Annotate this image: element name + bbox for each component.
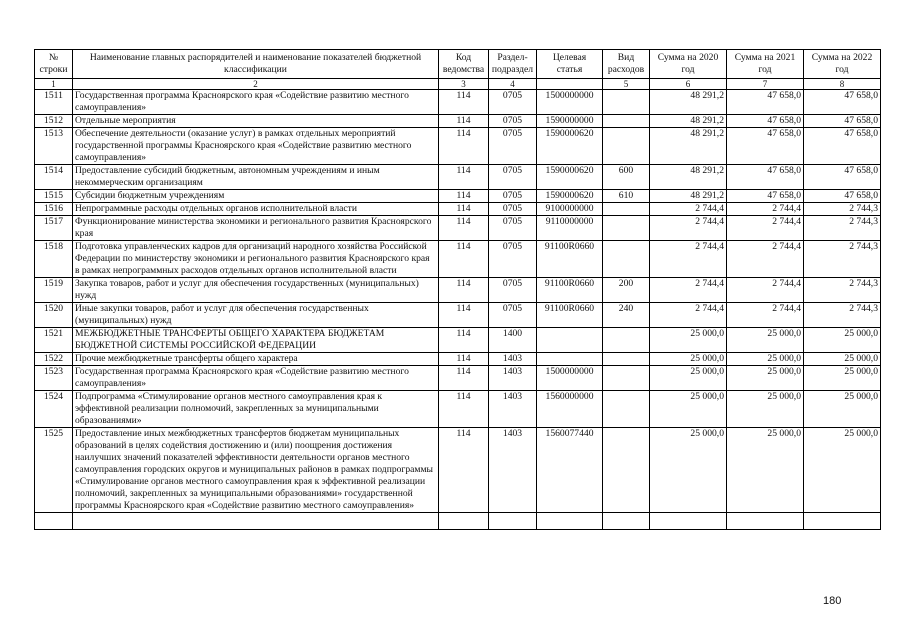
empty-cell [537, 513, 603, 530]
row-sum-2020: 2 744,4 [650, 303, 727, 328]
row-sum-2021: 25 000,0 [727, 391, 804, 428]
row-number: 1513 [35, 128, 73, 165]
row-number: 1521 [35, 328, 73, 353]
header-dept-code: Код ведомства [439, 50, 489, 79]
row-section: 0705 [489, 128, 537, 165]
row-sum-2020: 48 291,2 [650, 190, 727, 203]
row-target [537, 328, 603, 353]
row-sum-2021: 2 744,4 [727, 241, 804, 278]
table-row [35, 115, 881, 128]
row-name: МЕЖБЮДЖЕТНЫЕ ТРАНСФЕРТЫ ОБЩЕГО ХАРАКТЕРА БЮДЖЕТАМ БЮДЖЕТНОЙ СИСТЕМЫ РОССИЙСКОЙ ФЕДЕРАЦИИ [73, 328, 439, 353]
row-dept-code: 114 [439, 428, 489, 513]
row-sum-2020: 2 744,4 [650, 203, 727, 216]
table-row [35, 428, 881, 513]
row-dept-code: 114 [439, 353, 489, 366]
row-target: 91100R0660 [537, 278, 603, 303]
table-row [35, 366, 881, 391]
row-expense-type [603, 353, 650, 366]
row-sum-2022: 47 658,0 [804, 165, 881, 190]
row-number: 1524 [35, 391, 73, 428]
row-number: 1520 [35, 303, 73, 328]
header-sum-2022: Сумма на 2022 год [804, 50, 881, 79]
table-row [35, 128, 881, 165]
table-row [35, 203, 881, 216]
header-section: Раздел-подраздел [489, 50, 537, 79]
row-dept-code: 114 [439, 115, 489, 128]
header-expense-type: Вид расходов [603, 50, 650, 79]
header-sum-2021: Сумма на 2021 год [727, 50, 804, 79]
row-target: 91100R0660 [537, 303, 603, 328]
row-sum-2020: 25 000,0 [650, 428, 727, 513]
row-sum-2021: 25 000,0 [727, 366, 804, 391]
table-row [35, 216, 881, 241]
row-sum-2021: 25 000,0 [727, 428, 804, 513]
row-section: 0705 [489, 203, 537, 216]
empty-cell [603, 513, 650, 530]
row-sum-2020: 25 000,0 [650, 328, 727, 353]
row-sum-2022: 47 658,0 [804, 90, 881, 115]
row-name: Непрограммные расходы отдельных органов исполнительной власти [73, 203, 439, 216]
row-sum-2021: 47 658,0 [727, 190, 804, 203]
row-sum-2021: 2 744,4 [727, 303, 804, 328]
row-target: 91100R0660 [537, 241, 603, 278]
column-number: 3 [439, 79, 489, 90]
row-expense-type [603, 203, 650, 216]
row-expense-type: 240 [603, 303, 650, 328]
row-section: 1403 [489, 391, 537, 428]
header-sum-2020: Сумма на 2020 год [650, 50, 727, 79]
row-name: Предоставление иных межбюджетных трансфертов бюджетам муниципальных образований в целях содействия достижению и (или) поощрения достижения наилучших значений показателей эффективности деятельности органов местного самоуправления городских округов и муниципальных районов в рамках подпрограммы «Стимулирование органов местного самоуправления края к эффективной реализации полномочий, закрепленных за муниципальными образованиями» государственной программы Красноярского края «Содействие развитию местного самоуправления» [73, 428, 439, 513]
row-target: 9110000000 [537, 216, 603, 241]
row-dept-code: 114 [439, 90, 489, 115]
row-section: 0705 [489, 165, 537, 190]
row-name: Отдельные мероприятия [73, 115, 439, 128]
row-sum-2020: 25 000,0 [650, 366, 727, 391]
row-target: 1590000620 [537, 128, 603, 165]
row-sum-2022: 47 658,0 [804, 190, 881, 203]
table-row [35, 353, 881, 366]
column-number: 8 [804, 79, 881, 90]
row-sum-2020: 25 000,0 [650, 353, 727, 366]
row-section: 0705 [489, 115, 537, 128]
row-target: 9100000000 [537, 203, 603, 216]
budget-table-sheet [34, 49, 880, 530]
row-section: 1403 [489, 428, 537, 513]
row-expense-type [603, 115, 650, 128]
row-sum-2022: 2 744,3 [804, 303, 881, 328]
row-target: 1560000000 [537, 391, 603, 428]
row-name: Иные закупки товаров, работ и услуг для обеспечения государственных (муниципальных) нужд [73, 303, 439, 328]
empty-cell [35, 513, 73, 530]
row-expense-type [603, 391, 650, 428]
row-sum-2022: 25 000,0 [804, 428, 881, 513]
row-expense-type: 610 [603, 190, 650, 203]
row-name: Подпрограмма «Стимулирование органов местного самоуправления края к эффективной реализации полномочий, закрепленных за муниципальными образованиями» [73, 391, 439, 428]
row-dept-code: 114 [439, 391, 489, 428]
row-name: Обеспечение деятельности (оказание услуг) в рамках отдельных мероприятий государственной программы Красноярского края «Содействие развитию местного самоуправления» [73, 128, 439, 165]
row-number: 1511 [35, 90, 73, 115]
row-target: 1500000000 [537, 366, 603, 391]
row-section: 0705 [489, 241, 537, 278]
row-sum-2020: 2 744,4 [650, 241, 727, 278]
row-expense-type [603, 428, 650, 513]
row-target: 1560077440 [537, 428, 603, 513]
row-sum-2022: 47 658,0 [804, 128, 881, 165]
table-row [35, 190, 881, 203]
row-number: 1525 [35, 428, 73, 513]
row-expense-type [603, 328, 650, 353]
row-name: Функционирование министерства экономики и регионального развития Красноярского края [73, 216, 439, 241]
column-number-row [35, 79, 881, 90]
table-header-row [35, 50, 881, 79]
row-number: 1516 [35, 203, 73, 216]
row-sum-2022: 25 000,0 [804, 366, 881, 391]
row-section: 0705 [489, 303, 537, 328]
empty-cell [73, 513, 439, 530]
row-dept-code: 114 [439, 328, 489, 353]
column-number: 1 [35, 79, 73, 90]
empty-cell [804, 513, 881, 530]
row-number: 1517 [35, 216, 73, 241]
empty-cell [650, 513, 727, 530]
row-dept-code: 114 [439, 216, 489, 241]
row-sum-2021: 25 000,0 [727, 353, 804, 366]
row-sum-2021: 25 000,0 [727, 328, 804, 353]
row-sum-2020: 48 291,2 [650, 165, 727, 190]
row-number: 1514 [35, 165, 73, 190]
row-sum-2020: 48 291,2 [650, 90, 727, 115]
table-row [35, 241, 881, 278]
row-expense-type: 200 [603, 278, 650, 303]
table-row [35, 90, 881, 115]
table-row [35, 303, 881, 328]
row-section: 0705 [489, 190, 537, 203]
row-name: Предоставление субсидий бюджетным, автономным учреждениям и иным некоммерческим организациям [73, 165, 439, 190]
table-row [35, 328, 881, 353]
row-section: 1403 [489, 366, 537, 391]
row-sum-2020: 48 291,2 [650, 115, 727, 128]
row-expense-type [603, 90, 650, 115]
row-sum-2021: 2 744,4 [727, 216, 804, 241]
row-target: 1590000000 [537, 115, 603, 128]
row-name: Подготовка управленческих кадров для организаций народного хозяйства Российской Федерации по министерству экономики и регионального развития Красноярского края в рамках непрограммных расходов отдельных органов исполнительной власти [73, 241, 439, 278]
row-number: 1518 [35, 241, 73, 278]
row-name: Государственная программа Красноярского края «Содействие развитию местного самоуправления» [73, 366, 439, 391]
row-name: Субсидии бюджетным учреждениям [73, 190, 439, 203]
row-sum-2022: 2 744,3 [804, 241, 881, 278]
row-name: Государственная программа Красноярского края «Содействие развитию местного самоуправления» [73, 90, 439, 115]
row-dept-code: 114 [439, 165, 489, 190]
row-sum-2022: 2 744,3 [804, 203, 881, 216]
row-expense-type: 600 [603, 165, 650, 190]
row-name: Закупка товаров, работ и услуг для обеспечения государственных (муниципальных) нужд [73, 278, 439, 303]
row-expense-type [603, 128, 650, 165]
row-number: 1515 [35, 190, 73, 203]
row-sum-2021: 47 658,0 [727, 90, 804, 115]
row-sum-2021: 47 658,0 [727, 165, 804, 190]
column-number: 7 [727, 79, 804, 90]
row-sum-2020: 2 744,4 [650, 278, 727, 303]
row-sum-2022: 25 000,0 [804, 353, 881, 366]
header-name: Наименование главных распорядителей и наименование показателей бюджетной классификации [73, 50, 439, 79]
row-sum-2021: 47 658,0 [727, 128, 804, 165]
row-sum-2020: 25 000,0 [650, 391, 727, 428]
row-section: 1403 [489, 353, 537, 366]
row-dept-code: 114 [439, 303, 489, 328]
row-target: 1500000000 [537, 90, 603, 115]
table-row [35, 391, 881, 428]
row-dept-code: 114 [439, 203, 489, 216]
row-expense-type [603, 241, 650, 278]
row-number: 1512 [35, 115, 73, 128]
column-number: 2 [73, 79, 439, 90]
column-number: 4 [489, 79, 537, 90]
row-number: 1522 [35, 353, 73, 366]
column-number: 5 [603, 79, 650, 90]
row-dept-code: 114 [439, 128, 489, 165]
header-row-number: № строки [35, 50, 73, 79]
page-number: 180 [823, 595, 842, 607]
header-target: Целевая статья [537, 50, 603, 79]
table-row-empty [35, 513, 881, 530]
row-dept-code: 114 [439, 366, 489, 391]
row-sum-2022: 25 000,0 [804, 391, 881, 428]
column-number [537, 79, 603, 90]
table-row [35, 165, 881, 190]
row-sum-2020: 48 291,2 [650, 128, 727, 165]
row-number: 1523 [35, 366, 73, 391]
row-dept-code: 114 [439, 190, 489, 203]
table-row [35, 278, 881, 303]
empty-cell [727, 513, 804, 530]
row-dept-code: 114 [439, 241, 489, 278]
row-name: Прочие межбюджетные трансферты общего характера [73, 353, 439, 366]
row-section: 0705 [489, 90, 537, 115]
row-sum-2021: 2 744,4 [727, 203, 804, 216]
row-section: 0705 [489, 278, 537, 303]
row-number: 1519 [35, 278, 73, 303]
row-target: 1590000620 [537, 190, 603, 203]
empty-cell [439, 513, 489, 530]
row-sum-2020: 2 744,4 [650, 216, 727, 241]
row-dept-code: 114 [439, 278, 489, 303]
row-sum-2022: 2 744,3 [804, 278, 881, 303]
row-sum-2022: 47 658,0 [804, 115, 881, 128]
budget-table [34, 49, 881, 530]
row-section: 1400 [489, 328, 537, 353]
row-expense-type [603, 216, 650, 241]
row-sum-2021: 47 658,0 [727, 115, 804, 128]
row-target [537, 353, 603, 366]
column-number: 6 [650, 79, 727, 90]
row-sum-2021: 2 744,4 [727, 278, 804, 303]
row-section: 0705 [489, 216, 537, 241]
row-target: 1590000620 [537, 165, 603, 190]
empty-cell [489, 513, 537, 530]
row-expense-type [603, 366, 650, 391]
row-sum-2022: 25 000,0 [804, 328, 881, 353]
row-sum-2022: 2 744,3 [804, 216, 881, 241]
